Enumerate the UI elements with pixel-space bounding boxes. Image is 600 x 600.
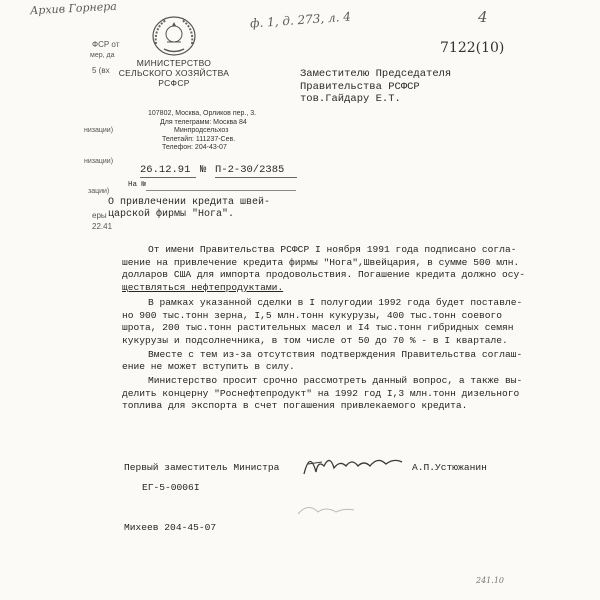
address-line: Минпродсельхоз <box>174 127 229 135</box>
subject-line: царской фирмы "Нога". <box>108 209 235 220</box>
faint-scribble <box>296 500 356 520</box>
subject-line: О привлечении кредита швей- <box>108 197 271 208</box>
paragraph <box>122 297 525 348</box>
edge-fragment: 5 (вх <box>92 66 110 75</box>
body-line: топлива для экспорта в счет погашения привлекаемого кредита. <box>122 400 468 412</box>
executor-contact: Михеев 204-45-07 <box>124 522 217 533</box>
outgoing-number: П-2-30/2385 <box>215 164 297 178</box>
recipient-line: тов.Гайдару Е.Т. <box>300 93 401 105</box>
edge-fragment: еры <box>92 211 107 220</box>
handwritten-archive-note: Архив Горнера <box>29 0 118 18</box>
paragraph <box>122 244 525 295</box>
address-line: Для телеграмм: Москва 84 <box>160 118 247 126</box>
body-line: Вместе с тем из-за отсутствия подтверждения Правительства соглаш- <box>148 348 523 360</box>
recipient-block <box>300 68 451 106</box>
coat-of-arms-emblem <box>150 14 198 58</box>
registration-number: ЕГ-5-0006I <box>142 482 200 493</box>
paragraph <box>122 349 525 374</box>
body-line: ение не может вступить в силу. <box>122 361 295 373</box>
recipient-line: Заместителю Председателя <box>300 68 452 80</box>
edge-fragment: низации) <box>84 127 114 134</box>
recipient-line: Правительства РСФСР <box>300 80 420 93</box>
handwritten-signature <box>300 446 412 482</box>
ministry-line: СЕЛЬСКОГО ХОЗЯЙСТВА <box>118 68 230 78</box>
signatory-name: А.П.Устюжанин <box>412 462 487 473</box>
archive-number: 7122(10) <box>440 40 505 56</box>
ministry-line: МИНИСТЕРСТВО <box>136 58 212 68</box>
ministry-name <box>118 58 230 88</box>
address-line: Телетайп: 111237-Сев. <box>162 135 236 143</box>
handwritten-page-mark: 4 <box>478 8 488 26</box>
handwritten-reference: ф. 1, д. 273, л. 4 <box>249 9 352 31</box>
body-line: шение на привлечение кредита фирмы "Нога",Швейцария, в сумме 500 млн. <box>122 256 520 268</box>
ministry-line: РСФСР <box>158 78 190 88</box>
address-line: 107802, Москва, Орликов пер., 3. <box>148 110 257 117</box>
edge-fragment: мер, да <box>90 52 115 59</box>
edge-fragment: 22.41 <box>92 222 113 231</box>
body-line: шрота, 200 тыс.тонн растительных масел и I4 тыс.тонн гибридных семян <box>122 322 514 334</box>
outgoing-date: 26.12.91 <box>140 164 196 178</box>
body-line: кукурузы и подсолнечника, в том числе от 50 до 70 % - в I квартале. <box>122 334 508 346</box>
handwritten-bottom-mark: 241.10 <box>476 576 504 585</box>
incoming-ref-line <box>146 190 296 191</box>
ministry-address <box>148 110 256 153</box>
edge-fragment: ФСР от <box>92 40 120 49</box>
paragraph <box>122 375 525 413</box>
outgoing-number-label: № <box>200 164 207 176</box>
subject-block <box>108 197 270 221</box>
edge-fragment: зации) <box>88 188 110 195</box>
body-line: делить концерну "Роснефтепродукт" на 1992 год I,3 млн.тонн дизельного <box>122 387 520 399</box>
signatory-title: Первый заместитель Министра <box>124 462 280 473</box>
letter-body <box>122 244 525 413</box>
body-line: ществляться нефтепродуктами. <box>122 282 284 294</box>
body-line: В рамках указанной сделки в I полугодии 1992 года будет поставле- <box>148 296 523 308</box>
body-line: но 900 тыс.тонн зерна, I,5 млн.тонн кукурузы, 400 тыс.тонн соевого <box>122 309 502 321</box>
body-line: От имени Правительства РСФСР I ноября 1991 года подписано согла- <box>148 244 517 255</box>
edge-fragment: низации) <box>84 158 114 165</box>
address-line: Телефон: 204-43-07 <box>162 144 227 152</box>
incoming-ref-label: На № <box>128 181 147 189</box>
body-line: долларов США для импорта продовольствия. Погашение кредита должно осу- <box>122 269 526 281</box>
body-line: Министерство просит срочно рассмотреть данный вопрос, а также вы- <box>148 375 523 387</box>
